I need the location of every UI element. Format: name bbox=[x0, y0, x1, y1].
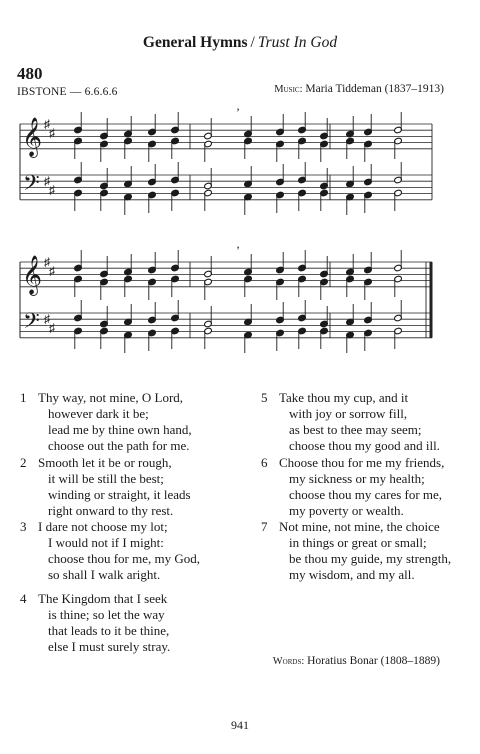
verse-line: so shall I walk aright. bbox=[48, 567, 161, 582]
bass-clef-icon: 𝄢 bbox=[23, 171, 40, 201]
verse-line: choose out the path for me. bbox=[48, 438, 190, 453]
verse-number: 4 bbox=[20, 591, 27, 606]
words-credit-name: Horatius Bonar (1808–1889) bbox=[307, 655, 440, 667]
verse-line: however dark it be; bbox=[48, 406, 149, 421]
breath-mark-icon: ’ bbox=[236, 243, 240, 257]
treble-clef-icon: 𝄞 bbox=[22, 255, 43, 295]
verse-line: choose thou my cares for me, bbox=[289, 487, 443, 502]
sharp-icon: ♯ bbox=[44, 312, 50, 326]
breath-mark-icon: ’ bbox=[236, 105, 240, 119]
verse-number: 7 bbox=[261, 519, 268, 534]
verse-line: with joy or sorrow fill, bbox=[289, 406, 408, 421]
music-credit-label: Music: bbox=[274, 84, 303, 95]
verse-3 bbox=[20, 519, 200, 583]
header-separator: / bbox=[250, 34, 255, 51]
verse-7 bbox=[261, 519, 451, 583]
verse-line: is thine; so let the way bbox=[48, 607, 165, 622]
verse-number: 3 bbox=[20, 519, 27, 534]
verse-line: I would not if I might: bbox=[48, 535, 164, 550]
music-score bbox=[0, 0, 480, 360]
verse-5 bbox=[261, 390, 440, 454]
verse-line: that leads to it be thine, bbox=[48, 623, 170, 638]
verse-line: Smooth let it be or rough, bbox=[38, 455, 172, 470]
verse-line: Thy way, not mine, O Lord, bbox=[38, 390, 184, 405]
verse-line: else I must surely stray. bbox=[48, 639, 171, 654]
verse-line: in things or great or small; bbox=[289, 535, 427, 550]
hymn-number: 480 bbox=[17, 64, 43, 83]
verse-number: 1 bbox=[20, 390, 27, 405]
verse-line: The Kingdom that I seek bbox=[38, 591, 168, 606]
sharp-icon: ♯ bbox=[49, 183, 55, 197]
verse-line: winding or straight, it leads bbox=[48, 487, 191, 502]
sharp-icon: ♯ bbox=[44, 174, 50, 188]
verse-line: my wisdom, and my all. bbox=[289, 567, 415, 582]
verse-4 bbox=[20, 591, 170, 655]
music-credit-name: Maria Tiddeman (1837–1913) bbox=[305, 83, 444, 95]
verse-2 bbox=[20, 455, 191, 519]
verse-line: Choose thou for me my friends, bbox=[279, 455, 445, 470]
section-title: General Hymns bbox=[142, 34, 248, 51]
treble-clef-icon: 𝄞 bbox=[22, 117, 43, 157]
verse-line: it will be still the best; bbox=[48, 471, 164, 486]
section-theme: Trust In God bbox=[257, 34, 338, 51]
tune-name-meter: IBSTONE — 6.6.6.6 bbox=[17, 86, 118, 98]
verse-line: choose thou for me, my God, bbox=[48, 551, 201, 566]
verse-line: my sickness or my health; bbox=[289, 471, 425, 486]
verse-line: be thou my guide, my strength, bbox=[289, 551, 452, 566]
verse-line: Not mine, not mine, the choice bbox=[279, 519, 440, 534]
sharp-icon: ♯ bbox=[49, 126, 55, 140]
page-number: 941 bbox=[231, 718, 249, 732]
sharp-icon: ♯ bbox=[44, 117, 50, 131]
verse-number: 6 bbox=[261, 455, 268, 470]
verse-line: as best to thee may seem; bbox=[289, 422, 422, 437]
verse-line: Take thou my cup, and it bbox=[279, 390, 409, 405]
sharp-icon: ♯ bbox=[49, 264, 55, 278]
verse-6 bbox=[261, 455, 444, 519]
verse-number: 2 bbox=[20, 455, 27, 470]
verse-line: choose thou my good and ill. bbox=[289, 438, 440, 453]
sharp-icon: ♯ bbox=[44, 255, 50, 269]
verse-line: my poverty or wealth. bbox=[289, 503, 404, 518]
verse-number: 5 bbox=[261, 390, 268, 405]
verse-1 bbox=[20, 390, 192, 454]
sharp-icon: ♯ bbox=[49, 321, 55, 335]
verse-line: lead me by thine own hand, bbox=[48, 422, 192, 437]
bass-clef-icon: 𝄢 bbox=[23, 309, 40, 339]
words-credit-label: Words: bbox=[272, 656, 305, 667]
verse-line: I dare not choose my lot; bbox=[38, 519, 168, 534]
words-credit bbox=[273, 655, 440, 667]
verse-line: right onward to thy rest. bbox=[48, 503, 174, 518]
